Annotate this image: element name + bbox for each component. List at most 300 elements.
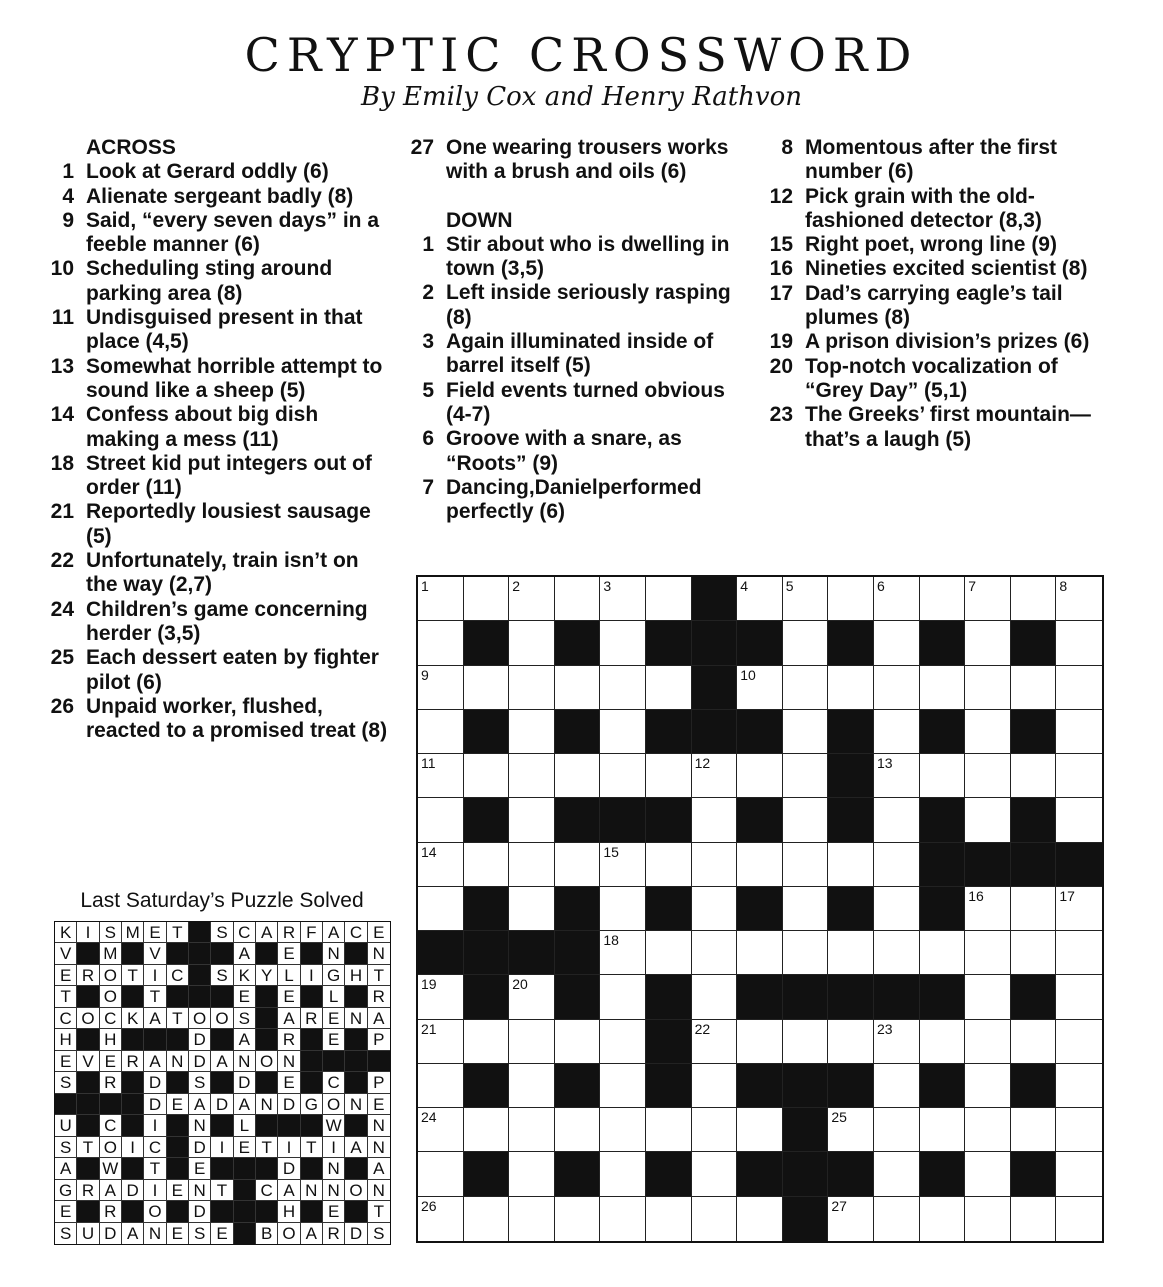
- grid-cell[interactable]: [874, 1020, 920, 1064]
- down-heading: DOWN: [446, 208, 513, 232]
- down-clue-15[interactable]: [759, 233, 1109, 257]
- solved-cell: E: [323, 1029, 345, 1050]
- down-clue-8[interactable]: [759, 136, 1109, 185]
- black-square: [1011, 621, 1057, 665]
- grid-cell[interactable]: [965, 1108, 1011, 1152]
- solved-cell: H: [100, 1029, 122, 1050]
- puzzle-byline: By Emily Cox and Henry Rathvon: [360, 82, 803, 112]
- solved-cell: E: [278, 986, 300, 1007]
- black-square: [828, 887, 874, 931]
- grid-cell[interactable]: [1056, 621, 1102, 665]
- grid-cell[interactable]: [874, 621, 920, 665]
- grid-cell[interactable]: [600, 843, 646, 887]
- grid-cell[interactable]: [600, 1197, 646, 1241]
- grid-cell[interactable]: [464, 666, 510, 710]
- clue-text: Undisguised present in that place (4,5): [86, 306, 363, 354]
- clue-text: Unfortunately, train isn’t on the way (2,7): [86, 549, 359, 597]
- grid-cell[interactable]: [464, 1020, 510, 1064]
- down-clue-3[interactable]: [400, 330, 750, 379]
- grid-cell[interactable]: [874, 1064, 920, 1108]
- grid-cell[interactable]: [509, 621, 555, 665]
- clue-number: 24: [50, 597, 74, 621]
- grid-cell[interactable]: [1056, 1064, 1102, 1108]
- grid-cell[interactable]: [783, 931, 829, 975]
- grid-cell[interactable]: [555, 577, 601, 621]
- down-clue-12[interactable]: [759, 185, 1109, 234]
- grid-cell[interactable]: [418, 621, 464, 665]
- grid-cell[interactable]: [1056, 710, 1102, 754]
- grid-cell[interactable]: [600, 710, 646, 754]
- grid-cell[interactable]: [783, 666, 829, 710]
- grid-cell[interactable]: [874, 1152, 920, 1196]
- grid-cell[interactable]: [418, 975, 464, 1019]
- solved-cell: D: [278, 1158, 300, 1179]
- grid-cell[interactable]: [600, 1020, 646, 1064]
- grid-cell[interactable]: [965, 798, 1011, 842]
- grid-cell[interactable]: [1011, 754, 1057, 798]
- grid-cell[interactable]: [965, 975, 1011, 1019]
- solved-cell: I: [77, 922, 99, 943]
- black-square: [600, 798, 646, 842]
- grid-cell[interactable]: [464, 1108, 510, 1152]
- solved-black-square: [77, 1115, 99, 1136]
- cell-number: 22: [694, 1020, 711, 1037]
- solved-cell: N: [167, 1051, 189, 1072]
- grid-cell[interactable]: [1056, 1197, 1102, 1241]
- grid-cell[interactable]: [646, 1197, 692, 1241]
- grid-cell[interactable]: [920, 666, 966, 710]
- grid-cell[interactable]: [509, 1020, 555, 1064]
- grid-cell[interactable]: [1056, 887, 1102, 931]
- solved-cell: A: [100, 1180, 122, 1201]
- solved-cell: D: [211, 1094, 233, 1115]
- down-clue-19[interactable]: [759, 330, 1109, 354]
- cell-number: 26: [421, 1197, 437, 1214]
- grid-cell[interactable]: [1056, 1108, 1102, 1152]
- grid-cell[interactable]: [555, 1108, 601, 1152]
- grid-cell[interactable]: [920, 577, 966, 621]
- grid-cell[interactable]: [418, 577, 464, 621]
- solved-black-square: [122, 1115, 144, 1136]
- clue-text: A prison division’s prizes (6): [805, 330, 1090, 354]
- grid-cell[interactable]: [600, 975, 646, 1019]
- grid-cell[interactable]: [828, 1197, 874, 1241]
- grid-cell[interactable]: [965, 754, 1011, 798]
- grid-cell[interactable]: [600, 1108, 646, 1152]
- grid-cell[interactable]: [692, 798, 738, 842]
- solved-cell: U: [55, 1115, 77, 1136]
- solved-black-square: [189, 943, 211, 964]
- solved-cell: A: [234, 943, 256, 964]
- grid-cell[interactable]: [555, 843, 601, 887]
- cell-number: 2: [512, 578, 520, 594]
- solved-cell: C: [256, 1180, 278, 1201]
- down-clue-5[interactable]: [400, 379, 750, 428]
- solved-black-square: [301, 1201, 323, 1222]
- black-square: [783, 1108, 829, 1152]
- solved-cell: E: [189, 1158, 211, 1179]
- solved-cell: E: [55, 1201, 77, 1222]
- grid-cell[interactable]: [692, 843, 738, 887]
- grid-cell[interactable]: [600, 1064, 646, 1108]
- grid-cell[interactable]: [418, 843, 464, 887]
- grid-cell[interactable]: [874, 754, 920, 798]
- grid-cell[interactable]: [692, 1108, 738, 1152]
- grid-cell[interactable]: [418, 798, 464, 842]
- grid-cell[interactable]: [965, 577, 1011, 621]
- solved-cell: E: [278, 1072, 300, 1093]
- grid-cell[interactable]: [828, 931, 874, 975]
- grid-cell[interactable]: [965, 1064, 1011, 1108]
- grid-cell[interactable]: [965, 710, 1011, 754]
- solved-cell: H: [55, 1029, 77, 1050]
- grid-cell[interactable]: [965, 1197, 1011, 1241]
- clue-text: Street kid put integers out of order (11): [86, 451, 372, 500]
- grid-cell[interactable]: [509, 798, 555, 842]
- black-square: [692, 710, 738, 754]
- down-clue-16[interactable]: [759, 257, 1109, 281]
- grid-cell[interactable]: [646, 577, 692, 621]
- grid-cell[interactable]: [874, 666, 920, 710]
- black-square: [737, 798, 783, 842]
- grid-cell[interactable]: [418, 1197, 464, 1241]
- grid-cell[interactable]: [1056, 666, 1102, 710]
- grid-cell[interactable]: [828, 843, 874, 887]
- across-clue-27[interactable]: [400, 136, 750, 185]
- solved-cell: C: [345, 922, 367, 943]
- black-square: [783, 1064, 829, 1108]
- down-clue-20[interactable]: [759, 355, 1109, 404]
- across-clue-24[interactable]: [40, 598, 390, 647]
- down-clue-1[interactable]: [400, 233, 750, 282]
- clue-number: 3: [422, 330, 434, 354]
- grid-cell[interactable]: [737, 754, 783, 798]
- grid-cell[interactable]: [828, 577, 874, 621]
- grid-cell[interactable]: [828, 1020, 874, 1064]
- grid-cell[interactable]: [920, 1020, 966, 1064]
- solved-black-square: [234, 1201, 256, 1222]
- solved-cell: V: [77, 1051, 99, 1072]
- grid-cell[interactable]: [418, 887, 464, 931]
- grid-cell[interactable]: [509, 754, 555, 798]
- grid-cell[interactable]: [646, 666, 692, 710]
- grid-cell[interactable]: [692, 1064, 738, 1108]
- grid-cell[interactable]: [692, 1197, 738, 1241]
- grid-cell[interactable]: [1056, 754, 1102, 798]
- solved-black-square: [256, 1158, 278, 1179]
- solved-black-square: [345, 1072, 367, 1093]
- grid-cell[interactable]: [600, 666, 646, 710]
- grid-cell[interactable]: [737, 843, 783, 887]
- down-clue-2[interactable]: [400, 281, 750, 330]
- solved-black-square: [345, 1115, 367, 1136]
- grid-cell[interactable]: [509, 1108, 555, 1152]
- grid-cell[interactable]: [874, 577, 920, 621]
- black-square: [828, 975, 874, 1019]
- grid-cell[interactable]: [737, 666, 783, 710]
- grid-cell[interactable]: [509, 710, 555, 754]
- grid-cell[interactable]: [646, 754, 692, 798]
- grid-cell[interactable]: [737, 577, 783, 621]
- grid-cell[interactable]: [920, 931, 966, 975]
- grid-cell[interactable]: [692, 975, 738, 1019]
- grid-cell[interactable]: [783, 843, 829, 887]
- solved-cell: E: [323, 1008, 345, 1029]
- grid-cell[interactable]: [418, 1020, 464, 1064]
- grid-cell[interactable]: [646, 1108, 692, 1152]
- grid-cell[interactable]: [555, 1020, 601, 1064]
- solved-cell: L: [323, 986, 345, 1007]
- grid-cell[interactable]: [1056, 798, 1102, 842]
- grid-cell[interactable]: [783, 798, 829, 842]
- grid-cell[interactable]: [874, 931, 920, 975]
- grid-cell[interactable]: [737, 1197, 783, 1241]
- grid-cell[interactable]: [783, 710, 829, 754]
- grid-cell[interactable]: [828, 1108, 874, 1152]
- grid-cell[interactable]: [965, 887, 1011, 931]
- clue-text: One wearing trousers works with a brush and oils (6): [446, 136, 729, 184]
- solved-black-square: [122, 1158, 144, 1179]
- solved-cell: S: [211, 965, 233, 986]
- black-square: [464, 1064, 510, 1108]
- solved-black-square: [77, 986, 99, 1007]
- grid-cell[interactable]: [464, 843, 510, 887]
- grid-cell[interactable]: [783, 887, 829, 931]
- solved-cell: T: [122, 965, 144, 986]
- solved-cell: T: [144, 1158, 166, 1179]
- down-clue-7[interactable]: [400, 476, 750, 525]
- grid-cell[interactable]: [1011, 666, 1057, 710]
- grid-cell[interactable]: [920, 754, 966, 798]
- grid-cell[interactable]: [965, 931, 1011, 975]
- across-clue-18[interactable]: [40, 452, 390, 501]
- solved-cell: D: [189, 1137, 211, 1158]
- grid-cell[interactable]: [965, 666, 1011, 710]
- grid-cell[interactable]: [555, 754, 601, 798]
- solved-cell: D: [122, 1180, 144, 1201]
- grid-cell[interactable]: [509, 577, 555, 621]
- grid-cell[interactable]: [783, 577, 829, 621]
- grid-cell[interactable]: [600, 887, 646, 931]
- across-clue-10[interactable]: [40, 257, 390, 306]
- grid-cell[interactable]: [874, 887, 920, 931]
- clue-number: 18: [50, 451, 74, 475]
- solved-cell: N: [256, 1094, 278, 1115]
- solved-black-square: [345, 986, 367, 1007]
- grid-cell[interactable]: [737, 1020, 783, 1064]
- solved-cell: D: [189, 1029, 211, 1050]
- clue-number: 12: [769, 184, 793, 208]
- grid-cell[interactable]: [509, 1197, 555, 1241]
- across-clue-1[interactable]: [40, 160, 390, 184]
- grid-cell[interactable]: [464, 577, 510, 621]
- solved-black-square: [345, 943, 367, 964]
- grid-cell[interactable]: [874, 1108, 920, 1152]
- grid-cell[interactable]: [1011, 1108, 1057, 1152]
- clue-text: Groove with a snare, as “Roots” (9): [446, 427, 682, 475]
- clue-number: 8: [781, 136, 793, 159]
- grid-cell[interactable]: [464, 1197, 510, 1241]
- solved-cell: S: [55, 1223, 77, 1244]
- crossword-grid[interactable]: [416, 575, 1104, 1243]
- grid-cell[interactable]: [920, 1108, 966, 1152]
- solved-black-square: [77, 1201, 99, 1222]
- solved-cell: R: [100, 1072, 122, 1093]
- black-square: [1011, 1064, 1057, 1108]
- clue-number: 25: [50, 646, 74, 670]
- solved-cell: K: [55, 922, 77, 943]
- solved-cell: N: [368, 943, 390, 964]
- grid-cell[interactable]: [1011, 1197, 1057, 1241]
- solved-black-square: [301, 943, 323, 964]
- down-clue-17[interactable]: [759, 282, 1109, 331]
- grid-cell[interactable]: [965, 621, 1011, 665]
- across-clue-26[interactable]: [40, 695, 390, 744]
- grid-cell[interactable]: [509, 843, 555, 887]
- grid-cell[interactable]: [1056, 931, 1102, 975]
- solved-cell: I: [144, 1115, 166, 1136]
- cell-number: 14: [421, 843, 437, 860]
- grid-cell[interactable]: [600, 754, 646, 798]
- clue-number: 14: [50, 403, 74, 427]
- solved-cell: R: [77, 965, 99, 986]
- clue-text: Look at Gerard oddly (6): [86, 160, 329, 184]
- grid-cell[interactable]: [692, 887, 738, 931]
- down-clue-23[interactable]: [759, 403, 1109, 452]
- solved-puzzle-title: Last Saturday’s Puzzle Solved: [80, 889, 364, 912]
- across-clue-4[interactable]: [40, 185, 390, 209]
- cell-number: 27: [831, 1197, 847, 1214]
- across-heading: ACROSS: [86, 136, 176, 159]
- grid-cell[interactable]: [646, 843, 692, 887]
- black-square: [1011, 1152, 1057, 1196]
- grid-cell[interactable]: [418, 754, 464, 798]
- grid-cell[interactable]: [1011, 887, 1057, 931]
- solved-cell: A: [122, 1223, 144, 1244]
- clue-number: 10: [50, 257, 74, 281]
- grid-cell[interactable]: [418, 1064, 464, 1108]
- grid-cell[interactable]: [1011, 1020, 1057, 1064]
- grid-cell[interactable]: [418, 710, 464, 754]
- grid-cell[interactable]: [418, 1152, 464, 1196]
- clue-text: Right poet, wrong line (9): [805, 233, 1057, 257]
- clue-number: 9: [62, 208, 74, 232]
- solved-cell: E: [167, 1223, 189, 1244]
- grid-cell[interactable]: [418, 666, 464, 710]
- grid-cell[interactable]: [920, 1197, 966, 1241]
- solved-cell: N: [323, 1158, 345, 1179]
- solved-cell: O: [278, 1223, 300, 1244]
- grid-cell[interactable]: [600, 1152, 646, 1196]
- solved-black-square: [234, 1158, 256, 1179]
- solved-black-square: [256, 1008, 278, 1029]
- grid-cell[interactable]: [1011, 931, 1057, 975]
- grid-cell[interactable]: [600, 577, 646, 621]
- across-clue-22[interactable]: [40, 549, 390, 598]
- black-square: [464, 798, 510, 842]
- grid-cell[interactable]: [509, 666, 555, 710]
- grid-cell[interactable]: [692, 931, 738, 975]
- down-clue-6[interactable]: [400, 427, 750, 476]
- solved-cell: N: [368, 1137, 390, 1158]
- grid-cell[interactable]: [737, 1108, 783, 1152]
- grid-cell[interactable]: [509, 887, 555, 931]
- grid-cell[interactable]: [1056, 1020, 1102, 1064]
- grid-cell[interactable]: [509, 1152, 555, 1196]
- grid-cell[interactable]: [783, 621, 829, 665]
- grid-cell[interactable]: [965, 1020, 1011, 1064]
- grid-cell[interactable]: [874, 843, 920, 887]
- grid-cell[interactable]: [600, 621, 646, 665]
- grid-cell[interactable]: [464, 754, 510, 798]
- grid-cell[interactable]: [737, 931, 783, 975]
- across-clue-21[interactable]: [40, 500, 390, 549]
- grid-cell[interactable]: [600, 931, 646, 975]
- solved-cell: G: [55, 1180, 77, 1201]
- solved-cell: S: [100, 922, 122, 943]
- clue-number: 1: [62, 160, 74, 184]
- across-clue-13[interactable]: [40, 355, 390, 404]
- grid-cell[interactable]: [509, 1064, 555, 1108]
- grid-cell[interactable]: [692, 1152, 738, 1196]
- grid-cell[interactable]: [874, 798, 920, 842]
- grid-cell[interactable]: [692, 1020, 738, 1064]
- solved-cell: N: [323, 1180, 345, 1201]
- grid-cell[interactable]: [828, 666, 874, 710]
- grid-cell[interactable]: [1056, 577, 1102, 621]
- solved-cell: I: [211, 1137, 233, 1158]
- grid-cell[interactable]: [1056, 975, 1102, 1019]
- solved-cell: N: [368, 1115, 390, 1136]
- solved-cell: S: [55, 1072, 77, 1093]
- grid-cell[interactable]: [646, 931, 692, 975]
- grid-cell[interactable]: [555, 666, 601, 710]
- grid-cell[interactable]: [418, 1108, 464, 1152]
- across-clue-11[interactable]: [40, 306, 390, 355]
- grid-cell[interactable]: [783, 754, 829, 798]
- solved-black-square: [122, 986, 144, 1007]
- grid-cell[interactable]: [555, 1197, 601, 1241]
- across-clue-14[interactable]: [40, 403, 390, 452]
- grid-cell[interactable]: [692, 754, 738, 798]
- solved-black-square: [100, 1094, 122, 1115]
- clue-text: Pick grain with the old-fashioned detector (8,3): [805, 184, 1042, 232]
- across-clue-9[interactable]: [40, 209, 390, 258]
- solved-cell: S: [211, 922, 233, 943]
- clue-number: 22: [50, 549, 74, 573]
- solved-cell: N: [368, 1180, 390, 1201]
- grid-cell[interactable]: [874, 1197, 920, 1241]
- clue-number: 15: [769, 233, 793, 257]
- solved-cell: O: [323, 1094, 345, 1115]
- black-square: [1011, 710, 1057, 754]
- cell-number: 23: [877, 1020, 893, 1037]
- grid-cell[interactable]: [783, 1020, 829, 1064]
- clue-column-2: [400, 136, 750, 524]
- solved-black-square: [122, 1094, 144, 1115]
- grid-cell[interactable]: [1056, 1152, 1102, 1196]
- solved-black-square: [77, 1158, 99, 1179]
- grid-cell[interactable]: [965, 1152, 1011, 1196]
- solved-cell: E: [167, 1180, 189, 1201]
- grid-cell[interactable]: [509, 975, 555, 1019]
- solved-cell: E: [100, 1051, 122, 1072]
- cell-number: 13: [877, 755, 893, 772]
- across-clue-25[interactable]: [40, 646, 390, 695]
- black-square: [828, 621, 874, 665]
- grid-cell[interactable]: [874, 710, 920, 754]
- grid-cell[interactable]: [1011, 577, 1057, 621]
